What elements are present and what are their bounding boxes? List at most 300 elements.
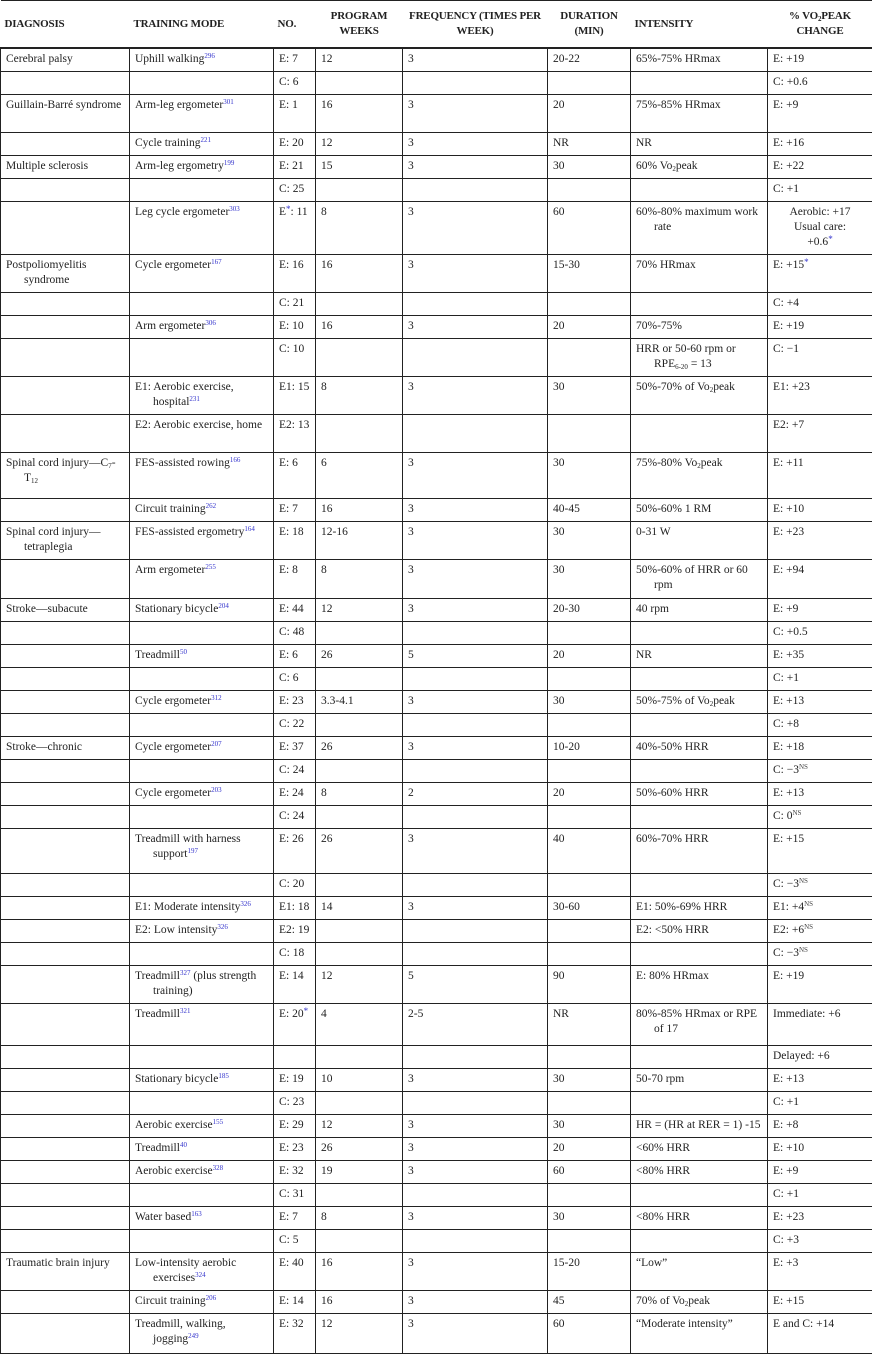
cell-vo2peak-change — [768, 1045, 872, 1068]
cell-vo2peak-change-text — [773, 1007, 867, 1022]
cell-diagnosis — [1, 132, 130, 155]
reference-link[interactable]: 197 — [188, 847, 199, 855]
cell-vo2peak-change — [768, 315, 872, 338]
cell-vo2peak-change-text — [773, 418, 867, 433]
intensity-sub: 6-20 — [675, 363, 688, 371]
intensity-text: NR — [636, 649, 652, 661]
cell-vo2peak-change-text — [773, 717, 867, 732]
cell-program-weeks — [316, 1091, 403, 1114]
cell-diagnosis — [1, 713, 130, 736]
reference-link[interactable]: 40 — [180, 1141, 187, 1149]
reference-link[interactable]: 306 — [205, 319, 216, 327]
cell-training-mode — [130, 452, 274, 498]
program-weeks-text: 12-16 — [321, 526, 348, 538]
cell-training-mode — [130, 896, 274, 919]
cell-diagnosis-text — [6, 602, 124, 617]
cell-no-text — [279, 694, 310, 709]
reference-link[interactable]: 167 — [211, 258, 222, 266]
cell-duration — [548, 155, 631, 178]
table-row — [1, 736, 872, 759]
cell-no-text — [279, 380, 310, 395]
frequency-text: 3 — [408, 1211, 414, 1223]
table-row — [1, 759, 872, 782]
cell-duration — [548, 690, 631, 713]
no-text: C: 21 — [279, 297, 304, 309]
cell-program-weeks — [316, 919, 403, 942]
cell-diagnosis — [1, 598, 130, 621]
asterisk-footnote[interactable]: * — [286, 204, 291, 214]
cell-frequency — [403, 254, 548, 292]
cell-training-mode-text — [135, 52, 268, 67]
cell-training-mode-text — [135, 563, 268, 578]
cell-frequency — [403, 1183, 548, 1206]
cell-duration — [548, 71, 631, 94]
training-mode-text: (plus strength training) — [153, 970, 256, 997]
program-weeks-text: 16 — [321, 503, 333, 515]
table-row — [1, 498, 872, 521]
cell-training-mode — [130, 338, 274, 376]
header-frequency: FREQUENCY (TIMES PER WEEK) — [403, 1, 548, 49]
cell-intensity-text — [636, 136, 762, 151]
cell-duration-text — [553, 832, 625, 847]
cell-program-weeks — [316, 94, 403, 132]
cell-intensity — [631, 292, 768, 315]
change-text: C: +0.5 — [773, 626, 808, 638]
reference-link[interactable]: 328 — [213, 1164, 224, 1172]
cell-vo2peak-change — [768, 1137, 872, 1160]
cell-duration — [548, 132, 631, 155]
cell-intensity-text — [636, 1164, 762, 1179]
cell-diagnosis — [1, 1229, 130, 1252]
cell-intensity — [631, 644, 768, 667]
cell-program-weeks — [316, 71, 403, 94]
cell-frequency — [403, 690, 548, 713]
program-weeks-text: 8 — [321, 1211, 327, 1223]
cell-program-weeks-text — [321, 159, 397, 174]
change-text: E: +16 — [773, 137, 804, 149]
cell-program-weeks — [316, 873, 403, 896]
cell-frequency — [403, 292, 548, 315]
training-mode-text: Aerobic exercise — [135, 1119, 213, 1131]
cell-intensity — [631, 376, 768, 414]
cell-vo2peak-change-text — [773, 1210, 867, 1225]
table-body — [1, 48, 872, 1353]
table-row — [1, 254, 872, 292]
cell-intensity — [631, 919, 768, 942]
cell-training-mode — [130, 414, 274, 452]
cell-program-weeks — [316, 667, 403, 690]
cell-training-mode — [130, 201, 274, 254]
cell-intensity — [631, 71, 768, 94]
cell-intensity — [631, 1183, 768, 1206]
intensity-text: 60%-80% maximum work rate — [636, 206, 758, 233]
cell-vo2peak-change — [768, 1183, 872, 1206]
cell-intensity — [631, 521, 768, 559]
asterisk-footnote[interactable]: * — [828, 234, 833, 244]
cell-training-mode — [130, 1229, 274, 1252]
reference-link[interactable]: 164 — [244, 525, 255, 533]
intensity-text: “Low” — [636, 1257, 667, 1269]
diagnosis-sub: 12 — [31, 477, 38, 485]
cell-duration — [548, 338, 631, 376]
cell-program-weeks-text — [321, 1072, 397, 1087]
training-mode-text: Treadmill — [135, 970, 180, 982]
cell-no — [274, 1114, 316, 1137]
intensity-text: 70% of Vo — [636, 1295, 685, 1307]
no-text: C: 25 — [279, 183, 304, 195]
cell-training-mode-text — [135, 98, 268, 113]
change-text: E: +10 — [773, 1142, 804, 1154]
header-intensity: INTENSITY — [631, 1, 768, 49]
change-text: E: +19 — [773, 53, 804, 65]
cell-diagnosis-text — [6, 456, 124, 486]
cell-intensity-text — [636, 1072, 762, 1087]
diagnosis-text: Stroke—subacute — [6, 603, 88, 615]
cell-program-weeks — [316, 178, 403, 201]
cell-vo2peak-change — [768, 376, 872, 414]
cell-diagnosis — [1, 376, 130, 414]
cell-vo2peak-change — [768, 71, 872, 94]
cell-no — [274, 48, 316, 71]
reference-link[interactable]: 312 — [211, 694, 222, 702]
intensity-text: <80% HRR — [636, 1165, 690, 1177]
cell-vo2peak-change-text — [773, 502, 867, 517]
cell-no-text — [279, 832, 310, 847]
intensity-text: “Moderate intensity” — [636, 1318, 733, 1330]
cell-frequency-text — [408, 1141, 542, 1156]
cell-intensity-text — [636, 694, 762, 709]
cell-intensity — [631, 254, 768, 292]
cell-training-mode-text — [135, 648, 268, 663]
cell-vo2peak-change — [768, 1091, 872, 1114]
change-text: C: −1 — [773, 343, 799, 355]
reference-link[interactable]: 163 — [191, 1210, 202, 1218]
cell-diagnosis — [1, 919, 130, 942]
cell-diagnosis — [1, 828, 130, 873]
program-weeks-text: 6 — [321, 457, 327, 469]
table-row — [1, 828, 872, 873]
cell-duration-text — [553, 159, 625, 174]
no-text: E: 18 — [279, 526, 304, 538]
cell-training-mode-text — [135, 1164, 268, 1179]
cell-no — [274, 201, 316, 254]
training-mode-text: E2: Aerobic exercise, home — [135, 419, 262, 431]
cell-vo2peak-change-text — [773, 946, 867, 961]
intensity-text: 50-70 rpm — [636, 1073, 684, 1085]
cell-diagnosis-text — [6, 525, 124, 555]
diagnosis-text: Postpoliomyelitis syndrome — [6, 259, 87, 286]
training-mode-text: Circuit training — [135, 503, 206, 515]
cell-intensity-text — [636, 563, 762, 593]
cell-training-mode-text — [135, 258, 268, 273]
cell-duration — [548, 1252, 631, 1290]
cell-intensity — [631, 414, 768, 452]
reference-link[interactable]: 326 — [217, 923, 228, 931]
cell-duration — [548, 1068, 631, 1091]
cell-no-text — [279, 258, 310, 273]
cell-duration-text — [553, 969, 625, 984]
cell-duration-text — [553, 1256, 625, 1271]
reference-link[interactable]: 155 — [213, 1118, 224, 1126]
cell-no-text — [279, 182, 310, 197]
cell-program-weeks-text — [321, 205, 397, 220]
cell-training-mode — [130, 94, 274, 132]
frequency-text: 3 — [408, 320, 414, 332]
intensity-text: 60% Vo — [636, 160, 672, 172]
table-row — [1, 965, 872, 1003]
reference-link[interactable]: 207 — [211, 740, 222, 748]
cell-program-weeks — [316, 254, 403, 292]
cell-frequency-text — [408, 1210, 542, 1225]
cell-program-weeks-text — [321, 1317, 397, 1332]
reference-link[interactable]: 50 — [180, 648, 187, 656]
cell-duration-text — [553, 563, 625, 578]
cell-no — [274, 942, 316, 965]
cell-diagnosis — [1, 782, 130, 805]
no-text: E: 23 — [279, 1142, 304, 1154]
cell-training-mode-text — [135, 136, 268, 151]
reference-link[interactable]: 326 — [240, 900, 251, 908]
reference-link[interactable]: 303 — [229, 205, 240, 213]
cell-vo2peak-change-text — [773, 136, 867, 151]
no-text: E: 44 — [279, 603, 304, 615]
cell-vo2peak-change — [768, 1114, 872, 1137]
intensity-text: peak — [713, 695, 735, 707]
no-text: E: 10 — [279, 320, 304, 332]
cell-training-mode — [130, 1114, 274, 1137]
cell-intensity-text — [636, 456, 762, 471]
cell-no-text — [279, 563, 310, 578]
cell-intensity — [631, 1068, 768, 1091]
reference-link[interactable]: 327 — [180, 969, 191, 977]
cell-no — [274, 338, 316, 376]
cell-duration-text — [553, 1164, 625, 1179]
header-diagnosis: DIAGNOSIS — [1, 1, 130, 49]
reference-link[interactable]: 203 — [211, 786, 222, 794]
cell-program-weeks — [316, 644, 403, 667]
table-row — [1, 1290, 872, 1313]
cell-frequency-text — [408, 694, 542, 709]
cell-frequency — [403, 942, 548, 965]
cell-no-text — [279, 418, 310, 433]
reference-link[interactable]: 199 — [224, 159, 235, 167]
cell-no-text — [279, 740, 310, 755]
cell-training-mode — [130, 71, 274, 94]
cell-program-weeks — [316, 521, 403, 559]
cell-frequency-text — [408, 1317, 542, 1332]
cell-duration — [548, 292, 631, 315]
training-mode-text: E2: Low intensity — [135, 924, 217, 936]
not-significant-marker: NS — [799, 877, 808, 885]
cell-duration — [548, 805, 631, 828]
cell-duration — [548, 759, 631, 782]
asterisk-footnote[interactable]: * — [304, 1006, 309, 1016]
no-text: E: 7 — [279, 53, 298, 65]
duration-text: 20 — [553, 320, 565, 332]
cell-duration — [548, 1290, 631, 1313]
reference-link[interactable]: 185 — [218, 1072, 229, 1080]
no-text: C: 18 — [279, 947, 304, 959]
reference-link[interactable]: 166 — [230, 456, 241, 464]
reference-link[interactable]: 301 — [223, 98, 234, 106]
table-row — [1, 644, 872, 667]
cell-no-text — [279, 1141, 310, 1156]
reference-link[interactable]: 249 — [188, 1332, 199, 1340]
cell-vo2peak-change — [768, 713, 872, 736]
cell-intensity — [631, 759, 768, 782]
cell-frequency — [403, 94, 548, 132]
asterisk-footnote[interactable]: * — [804, 257, 809, 267]
program-weeks-text: 8 — [321, 787, 327, 799]
cell-duration-text — [553, 1007, 625, 1022]
frequency-text: 3 — [408, 1119, 414, 1131]
cell-diagnosis — [1, 667, 130, 690]
cell-frequency — [403, 644, 548, 667]
cell-intensity — [631, 1160, 768, 1183]
cell-no-text — [279, 946, 310, 961]
no-text: E: 16 — [279, 259, 304, 271]
cell-training-mode — [130, 559, 274, 598]
cell-training-mode — [130, 1290, 274, 1313]
change-text: C: +4 — [773, 297, 799, 309]
cell-frequency-text — [408, 1118, 542, 1133]
reference-link[interactable]: 231 — [189, 395, 200, 403]
cell-no — [274, 1183, 316, 1206]
cell-vo2peak-change-text — [773, 1164, 867, 1179]
cell-duration — [548, 178, 631, 201]
cell-vo2peak-change-text — [773, 923, 867, 938]
reference-link[interactable]: 206 — [206, 1294, 217, 1302]
cell-program-weeks-text — [321, 98, 397, 113]
training-mode-text: FES-assisted ergometry — [135, 526, 244, 538]
cell-program-weeks-text — [321, 1256, 397, 1271]
reference-link[interactable]: 221 — [200, 136, 211, 144]
reference-link[interactable]: 321 — [180, 1007, 191, 1015]
cell-frequency — [403, 621, 548, 644]
change-text: C: +0.6 — [773, 76, 808, 88]
cell-frequency-text — [408, 786, 542, 801]
cell-intensity-text — [636, 1118, 762, 1133]
change-text: E: +8 — [773, 1119, 798, 1131]
reference-link[interactable]: 296 — [204, 52, 215, 60]
cell-duration-text — [553, 1210, 625, 1225]
cell-intensity-text — [636, 159, 762, 174]
reference-link[interactable]: 255 — [205, 563, 216, 571]
cell-no-text — [279, 75, 310, 90]
cell-no — [274, 1003, 316, 1045]
reference-link[interactable]: 204 — [218, 602, 229, 610]
frequency-text: 5 — [408, 649, 414, 661]
cell-program-weeks — [316, 896, 403, 919]
cell-vo2peak-change-text — [773, 563, 867, 578]
cell-frequency — [403, 132, 548, 155]
cell-diagnosis — [1, 94, 130, 132]
cell-diagnosis — [1, 1206, 130, 1229]
cell-vo2peak-change-text — [773, 525, 867, 540]
cell-vo2peak-change-text — [773, 342, 867, 357]
cell-duration — [548, 1137, 631, 1160]
diagnosis-text: Spinal cord injury—tetraplegia — [6, 526, 101, 553]
change-text: E: +19 — [773, 970, 804, 982]
cell-no — [274, 828, 316, 873]
cell-program-weeks — [316, 1183, 403, 1206]
header-vo2-sub: 2 — [818, 15, 821, 23]
intensity-text: HRR or 50-60 rpm or RPE — [636, 343, 736, 370]
cell-training-mode-text — [135, 380, 268, 410]
cell-vo2peak-change-text — [773, 52, 867, 67]
change-text: E: +10 — [773, 503, 804, 515]
cell-diagnosis — [1, 1091, 130, 1114]
frequency-text: 3 — [408, 503, 414, 515]
cell-no-text — [279, 136, 310, 151]
cell-intensity-text — [636, 1294, 762, 1309]
cell-training-mode — [130, 498, 274, 521]
cell-frequency-text — [408, 740, 542, 755]
table-row — [1, 667, 872, 690]
cell-frequency — [403, 376, 548, 414]
cell-no-text — [279, 602, 310, 617]
cell-duration-text — [553, 694, 625, 709]
cell-frequency-text — [408, 525, 542, 540]
change-text: E: +9 — [773, 99, 798, 111]
cell-program-weeks — [316, 201, 403, 254]
cell-program-weeks-text — [321, 969, 397, 984]
change-text: E: +94 — [773, 564, 804, 576]
table-row — [1, 1313, 872, 1353]
cell-program-weeks — [316, 1114, 403, 1137]
frequency-text: 3 — [408, 1142, 414, 1154]
no-text: C: 23 — [279, 1096, 304, 1108]
training-mode-text: Treadmill — [135, 649, 180, 661]
reference-link[interactable]: 324 — [195, 1271, 206, 1279]
frequency-text: 3 — [408, 526, 414, 538]
cell-diagnosis — [1, 942, 130, 965]
cell-program-weeks — [316, 598, 403, 621]
cell-frequency — [403, 598, 548, 621]
cell-diagnosis-text — [6, 1256, 124, 1271]
cell-program-weeks — [316, 942, 403, 965]
intensity-text: 0-31 W — [636, 526, 671, 538]
reference-link[interactable]: 262 — [206, 502, 217, 510]
training-mode-text: Cycle ergometer — [135, 787, 211, 799]
cell-frequency-text — [408, 648, 542, 663]
cell-no-text — [279, 319, 310, 334]
cell-duration — [548, 254, 631, 292]
intensity-text: 75%-85% HRmax — [636, 99, 721, 111]
cell-intensity-text — [636, 648, 762, 663]
duration-text: 20-30 — [553, 603, 580, 615]
cell-intensity — [631, 48, 768, 71]
program-weeks-text: 3.3-4.1 — [321, 695, 354, 707]
intensity-text: 50%-60% of HRR or 60 rpm — [636, 564, 748, 591]
cell-frequency-text — [408, 1256, 542, 1271]
cell-vo2peak-change-text — [773, 625, 867, 640]
change-text: E: +18 — [773, 741, 804, 753]
table-row — [1, 782, 872, 805]
cell-vo2peak-change — [768, 1313, 872, 1353]
cell-no-text — [279, 1233, 310, 1248]
cell-no-text — [279, 809, 310, 824]
intensity-text: 70%-75% — [636, 320, 682, 332]
cell-intensity — [631, 559, 768, 598]
cell-intensity-text — [636, 900, 762, 915]
cell-frequency — [403, 559, 548, 598]
cell-training-mode-text — [135, 159, 268, 174]
cell-program-weeks-text — [321, 740, 397, 755]
cell-training-mode — [130, 1160, 274, 1183]
cell-duration-text — [553, 900, 625, 915]
cell-no — [274, 1068, 316, 1091]
